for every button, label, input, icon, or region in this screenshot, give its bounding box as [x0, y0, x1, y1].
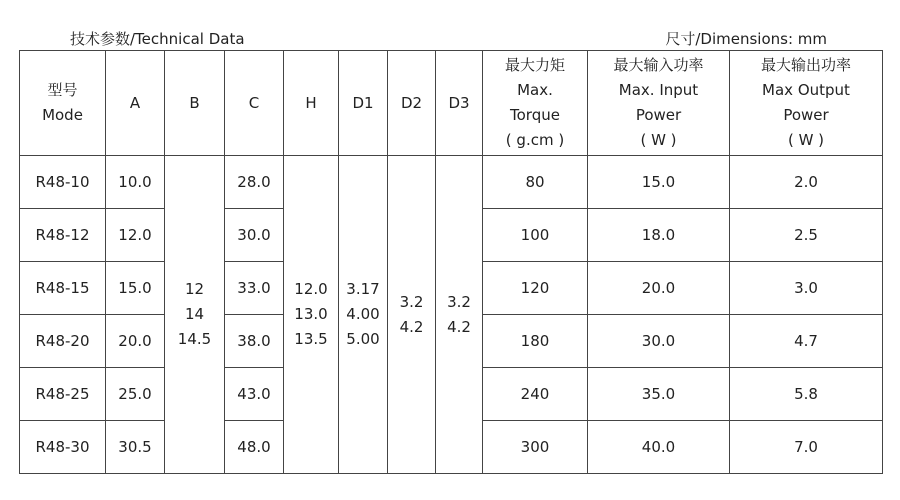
cell-model: R48-30 — [20, 421, 106, 474]
cell-a: 30.5 — [106, 421, 165, 474]
cell-h-merged: 12.0 13.0 13.5 — [284, 156, 339, 474]
cell-output-power: 5.8 — [730, 368, 883, 421]
cell-c: 38.0 — [225, 315, 284, 368]
cell-model: R48-20 — [20, 315, 106, 368]
cell-output-power: 7.0 — [730, 421, 883, 474]
cell-c: 30.0 — [225, 209, 284, 262]
col-header-h: H — [284, 51, 339, 156]
cell-torque: 240 — [483, 368, 588, 421]
table-title: 技术参数/Technical Data — [70, 30, 245, 48]
col-header-max-torque: 最大力矩 Max. Torque ( g.cm ) — [483, 51, 588, 156]
cell-output-power: 2.5 — [730, 209, 883, 262]
cell-output-power: 3.0 — [730, 262, 883, 315]
cell-torque: 100 — [483, 209, 588, 262]
col-header-d3: D3 — [436, 51, 483, 156]
cell-output-power: 2.0 — [730, 156, 883, 209]
cell-c: 33.0 — [225, 262, 284, 315]
cell-a: 20.0 — [106, 315, 165, 368]
dimensions-unit-label: 尺寸/Dimensions: mm — [665, 30, 827, 48]
cell-a: 10.0 — [106, 156, 165, 209]
cell-input-power: 15.0 — [588, 156, 730, 209]
col-header-b: B — [165, 51, 225, 156]
cell-d3-merged: 3.2 4.2 — [436, 156, 483, 474]
header-row — [20, 51, 883, 156]
cell-input-power: 20.0 — [588, 262, 730, 315]
cell-a: 15.0 — [106, 262, 165, 315]
col-header-model: 型号 Mode — [20, 51, 106, 156]
cell-input-power: 18.0 — [588, 209, 730, 262]
cell-d1-merged: 3.17 4.00 5.00 — [339, 156, 388, 474]
table-row — [20, 156, 883, 209]
cell-torque: 180 — [483, 315, 588, 368]
cell-d2-merged: 3.2 4.2 — [388, 156, 436, 474]
cell-b-merged: 12 14 14.5 — [165, 156, 225, 474]
cell-input-power: 40.0 — [588, 421, 730, 474]
col-header-max-input-power: 最大输入功率 Max. Input Power ( W ) — [588, 51, 730, 156]
cell-model: R48-15 — [20, 262, 106, 315]
cell-c: 28.0 — [225, 156, 284, 209]
cell-input-power: 30.0 — [588, 315, 730, 368]
cell-a: 12.0 — [106, 209, 165, 262]
cell-torque: 300 — [483, 421, 588, 474]
col-header-c: C — [225, 51, 284, 156]
col-header-max-output-power: 最大输出功率 Max Output Power ( W ) — [730, 51, 883, 156]
cell-model: R48-12 — [20, 209, 106, 262]
cell-model: R48-10 — [20, 156, 106, 209]
col-header-a: A — [106, 51, 165, 156]
col-header-d2: D2 — [388, 51, 436, 156]
cell-c: 48.0 — [225, 421, 284, 474]
technical-data-table — [19, 50, 883, 474]
cell-a: 25.0 — [106, 368, 165, 421]
cell-model: R48-25 — [20, 368, 106, 421]
cell-input-power: 35.0 — [588, 368, 730, 421]
col-header-d1: D1 — [339, 51, 388, 156]
cell-c: 43.0 — [225, 368, 284, 421]
cell-torque: 120 — [483, 262, 588, 315]
cell-output-power: 4.7 — [730, 315, 883, 368]
cell-torque: 80 — [483, 156, 588, 209]
